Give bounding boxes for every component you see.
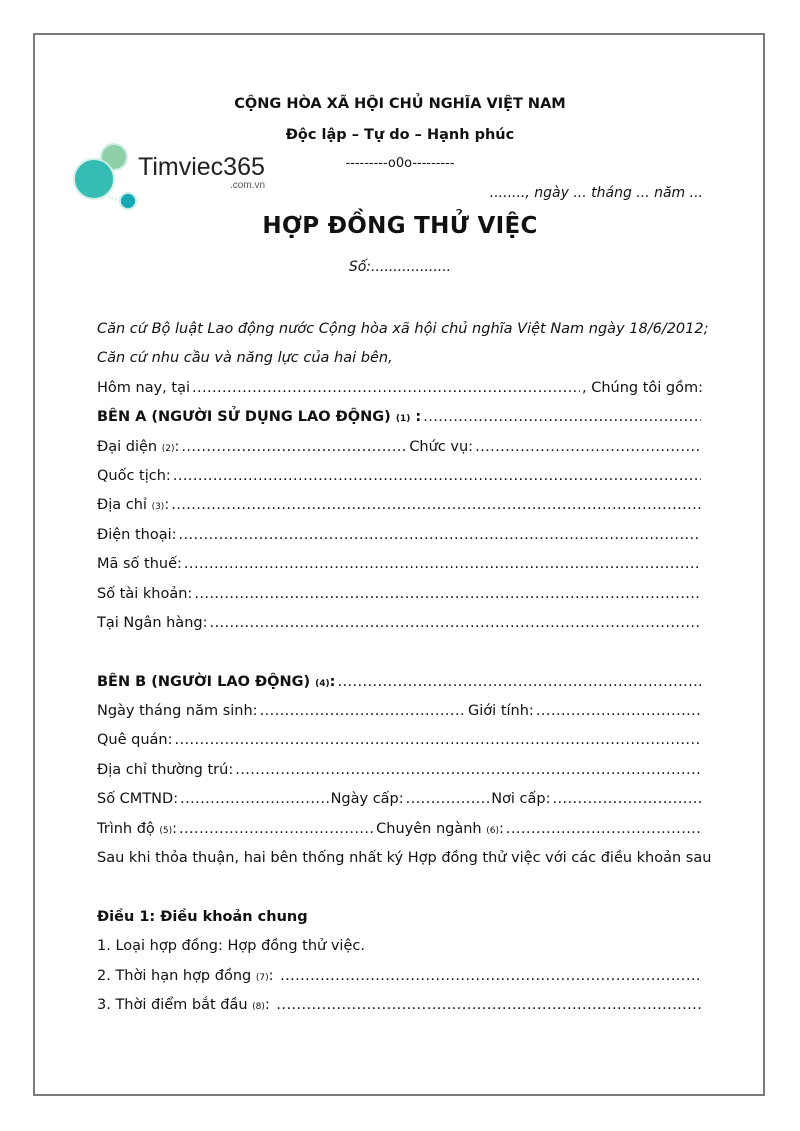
footnote-ref: (1) [395,414,411,425]
document-body [97,315,712,1020]
blank-field [423,403,701,432]
label: Điện thoại: [97,526,177,543]
label: Chuyên ngành [376,820,482,837]
footnote-ref: (6) [486,825,499,836]
blank-field [180,785,329,814]
blank-field [179,521,701,550]
footnote-ref: (4) [315,678,330,689]
divider: ---------o0o--------- [345,156,455,171]
blank-field [184,550,701,579]
preamble-line: Căn cứ nhu cầu và năng lực của hai bên, [97,350,393,367]
timviec365-logo [72,137,282,212]
field-row [97,609,703,638]
field-row [97,580,703,609]
blank-field [179,815,374,844]
field-row: Trình độ (5) : ..... Chuyên ngành (6) : ..... [97,815,703,844]
article-1-heading: Điều 1: Điều khoản chung [97,908,308,925]
blank-field [173,462,701,491]
label: Trình độ [97,820,155,837]
blank-field [181,433,407,462]
article-1-item: 2. Thời hạn hợp đồng (7) : ..... [97,962,703,991]
blank-field [192,374,580,403]
footnote-ref: (3) [151,502,165,513]
blank-field [260,697,466,726]
date-line: ........, ngày ... tháng ... năm ... [489,185,703,201]
article-1-item: 1. Loại hợp đồng: Hợp đồng thử việc. [97,938,365,955]
blank-field [337,668,701,697]
footnote-ref: (7) [255,972,269,983]
blank-field [406,785,490,814]
field-row [97,550,703,579]
label: Quốc tịch: [97,467,171,484]
label: Địa chỉ thường trú: [97,761,234,778]
nation-heading: CỘNG HÒA XÃ HỘI CHỦ NGHĨA VIỆT NAM [234,96,566,112]
label: Chức vụ: [409,438,474,455]
blank-field [553,785,702,814]
field-row [97,756,703,785]
label: Ngày tháng năm sinh: [97,703,258,720]
today-line [97,374,703,403]
document-title: HỢP ĐỒNG THỬ VIỆC [262,213,538,239]
label: 2. Thời hạn hợp đồng [97,967,252,984]
label: Mã số thuế: [97,556,182,573]
field-row: Địa chỉ (3) : ..... [97,491,703,520]
blank-field [171,491,701,520]
field-row [97,785,703,814]
logo-subtext: .com.vn [230,180,266,191]
blank-field [235,756,701,785]
blank-field [506,815,701,844]
blank-field [276,991,701,1020]
field-row [97,521,703,550]
label: BÊN A (NGƯỜI SỬ DỤNG LAO ĐỘNG) [97,409,391,426]
footnote-ref: (8) [252,1001,265,1012]
logo-text: Timviec365 [138,153,265,181]
blank-field [536,697,701,726]
footnote-ref: (2) [161,443,175,454]
label: Hôm nay, tại [97,379,190,396]
field-row: Đại diện (2) : ..... Chức vụ: ..... [97,433,703,462]
label: Số CMTND: [97,791,179,808]
label: 3. Thời điểm bắt đầu [97,996,248,1013]
article-1-item: 3. Thời điểm bắt đầu (8) : ..... [97,991,703,1020]
label: Tại Ngân hàng: [97,614,208,631]
label: Ngày cấp: [330,791,404,808]
motto: Độc lập – Tự do – Hạnh phúc [285,127,515,143]
label: Giới tính: [468,703,534,720]
blank-field [280,962,701,991]
label: Số tài khoản: [97,585,193,602]
footnote-ref: (5) [159,825,173,836]
field-row [97,726,703,755]
party-b-heading: BÊN B (NGƯỜI LAO ĐỘNG) (4) : ..... [97,668,703,697]
party-a-heading: BÊN A (NGƯỜI SỬ DỤNG LAO ĐỘNG) (1) : ..... [97,403,703,432]
agreement-text: Sau khi thỏa thuận, hai bên thống nhất ký Hợp đồng thử việc với các điều khoản sau [97,850,712,867]
label: Nơi cấp: [491,791,551,808]
field-row [97,697,703,726]
blank-field [194,580,701,609]
label: Địa chỉ [97,497,147,514]
blank-field [209,609,701,638]
label: , Chúng tôi gồm: [581,379,703,396]
contract-number: Số:.................. [348,259,452,275]
preamble-line: Căn cứ Bộ luật Lao động nước Cộng hòa xã hội chủ nghĩa Việt Nam ngày 18/6/2012; [97,321,709,337]
field-row [97,462,703,491]
label: Đại diện [97,438,158,455]
blank-field [475,433,701,462]
label: Quê quán: [97,732,173,749]
label: BÊN B (NGƯỜI LAO ĐỘNG) [97,673,311,690]
blank-field [175,726,702,755]
